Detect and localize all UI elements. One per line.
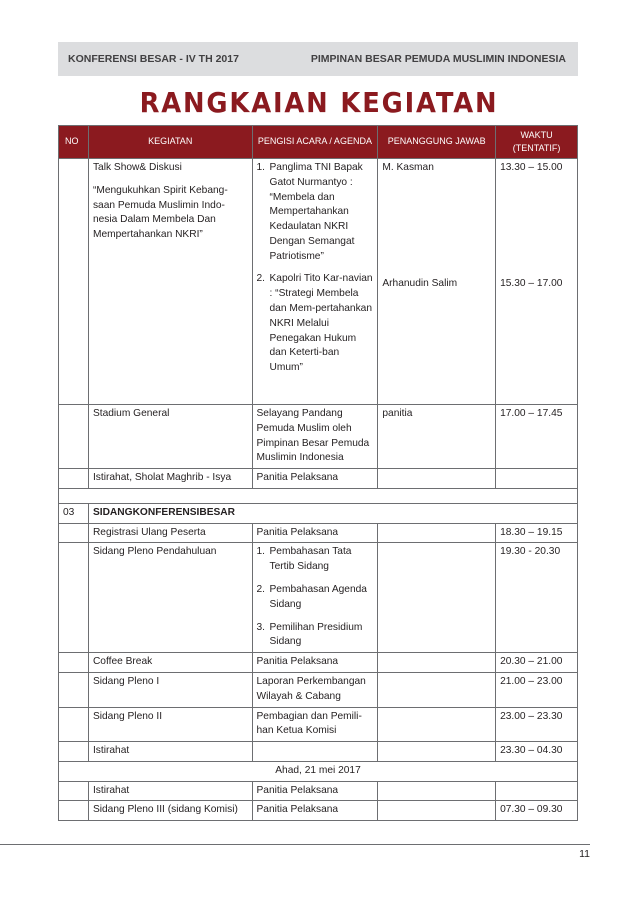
date-row (59, 761, 578, 781)
cell-waktu (496, 159, 578, 405)
cell-kegiatan: Sidang Pleno I (88, 672, 252, 707)
cell-pj (378, 707, 496, 742)
cell-waktu (496, 469, 578, 489)
time-value: 15.30 – 17.00 (500, 278, 563, 289)
schedule-table (58, 125, 578, 821)
cell-kegiatan: Istirahat (88, 781, 252, 801)
section-row (59, 503, 578, 523)
list-text: Pembahasan Tata Tertib Sidang (269, 546, 352, 573)
header-right-text: PIMPINAN BESAR PEMUDA MUSLIMIN INDONESIA (310, 53, 566, 65)
section-title: SIDANGKONFERENSIBESAR (88, 503, 577, 523)
cell-kegiatan (88, 159, 252, 405)
column-header-waktu-line1: WAKTU (520, 129, 553, 140)
spacer-row (59, 488, 578, 503)
table-row (59, 801, 578, 821)
column-header-pengisi: PENGISI ACARA / AGENDA (252, 126, 378, 159)
list-text: Panglima TNI Bapak Gatot Nurmantyo : “Membela dan Mempertahankan Kedaulatan NKRI Dengan Semangat Patriotisme” (269, 162, 363, 262)
cell-kegiatan: Istirahat (88, 742, 252, 762)
date-heading: Ahad, 21 mei 2017 (59, 761, 578, 781)
footer-divider (0, 844, 590, 845)
cell-no (59, 523, 89, 543)
table-row (59, 469, 578, 489)
table-row (59, 543, 578, 653)
speaker-list (257, 161, 374, 376)
column-header-kegiatan: KEGIATAN (88, 126, 252, 159)
cell-pj (378, 653, 496, 673)
cell-no (59, 159, 89, 405)
cell-waktu: 17.00 – 17.45 (496, 405, 578, 469)
cell-waktu: 23.00 – 23.30 (496, 707, 578, 742)
kegiatan-description: “Mengukuhkan Spirit Kebang-saan Pemuda Muslimin Indo-nesia Dalam Membela Dan Mempertahankan NKRI” (92, 184, 228, 241)
list-item (257, 272, 374, 375)
list-item (257, 583, 374, 613)
cell-waktu (496, 781, 578, 801)
list-number: 1. (256, 546, 266, 558)
cell-no: 03 (59, 503, 89, 523)
cell-pengisi (252, 742, 378, 762)
list-item (257, 545, 374, 575)
time-value: 13.30 – 15.00 (500, 162, 563, 173)
table-row (59, 405, 578, 469)
list-item (257, 621, 374, 651)
cell-pengisi: Laporan Perkembangan Wilayah & Cabang (252, 672, 378, 707)
cell-pj: panitia (378, 405, 496, 469)
list-text: Kapolri Tito Kar-navian : “Strategi Membela dan Mem-pertahankan NKRI Melalui Penegakan Hukum dan Keterti-ban Umum” (269, 273, 373, 374)
cell-waktu: 20.30 – 21.00 (496, 653, 578, 673)
cell-pengisi: Selayang Pandang Pemuda Muslim oleh Pimpinan Besar Pemuda Muslimin Indonesia (252, 405, 378, 469)
cell-pengisi: Pembagian dan Pemili-han Ketua Komisi (252, 707, 378, 742)
table-row (59, 523, 578, 543)
table-row (59, 653, 578, 673)
cell-pj (378, 801, 496, 821)
column-header-waktu (496, 126, 578, 159)
cell-pj (378, 781, 496, 801)
column-header-pj: PENANGGUNG JAWAB (378, 126, 496, 159)
cell-waktu: 19.30 - 20.30 (496, 543, 578, 653)
cell-no (59, 707, 89, 742)
table-row (59, 159, 578, 405)
table-row (59, 781, 578, 801)
cell-pj (378, 523, 496, 543)
cell-no (59, 672, 89, 707)
table-row (59, 672, 578, 707)
cell-pj (378, 543, 496, 653)
pj-name: Arhanudin Salim (382, 278, 458, 289)
cell-waktu: 18.30 – 19.15 (496, 523, 578, 543)
list-number: 3. (256, 621, 266, 633)
cell-waktu: 07.30 – 09.30 (496, 801, 578, 821)
cell-no (59, 742, 89, 762)
kegiatan-title: Talk Show& Diskusi (92, 162, 182, 173)
list-number: 1. (256, 162, 266, 173)
table-row (59, 742, 578, 762)
list-number: 2. (256, 273, 266, 285)
running-header (58, 42, 578, 76)
cell-pj (378, 742, 496, 762)
header-left-text: KONFERENSI BESAR - IV TH 2017 (68, 53, 239, 65)
page-number: 11 (579, 848, 590, 860)
cell-waktu: 21.00 – 23.00 (496, 672, 578, 707)
cell-kegiatan: Sidang Pleno III (sidang Komisi) (88, 801, 252, 821)
cell-no (59, 801, 89, 821)
cell-no (59, 405, 89, 469)
cell-kegiatan: Sidang Pleno Pendahuluan (88, 543, 252, 653)
table-row (59, 707, 578, 742)
cell-no (59, 781, 89, 801)
cell-pj (378, 672, 496, 707)
cell-pengisi (252, 543, 378, 653)
cell-pengisi: Panitia Pelaksana (252, 781, 378, 801)
cell-kegiatan: Stadium General (88, 405, 252, 469)
cell-pengisi: Panitia Pelaksana (252, 523, 378, 543)
table-header-row (59, 126, 578, 159)
cell-kegiatan: Registrasi Ulang Peserta (88, 523, 252, 543)
cell-pengisi (252, 159, 378, 405)
list-item (257, 161, 374, 264)
list-text: Pembahasan Agenda Sidang (269, 584, 367, 610)
column-header-waktu-line2: (TENTATIF) (512, 143, 561, 153)
cell-pj (378, 159, 496, 405)
cell-kegiatan: Istirahat, Sholat Maghrib - Isya (88, 469, 252, 489)
cell-no (59, 653, 89, 673)
cell-kegiatan: Coffee Break (88, 653, 252, 673)
cell-pj (378, 469, 496, 489)
list-text: Pemilihan Presidium Sidang (269, 621, 363, 648)
pj-name: M. Kasman (382, 162, 434, 173)
cell-kegiatan: Sidang Pleno II (88, 707, 252, 742)
cell-pengisi: Panitia Pelaksana (252, 469, 378, 489)
cell-no (59, 543, 89, 653)
page-title: RANGKAIAN KEGIATAN (139, 86, 499, 119)
spacer-cell (59, 488, 578, 503)
list-number: 2. (256, 584, 266, 596)
cell-pengisi: Panitia Pelaksana (252, 801, 378, 821)
cell-no (59, 469, 89, 489)
cell-pengisi: Panitia Pelaksana (252, 653, 378, 673)
column-header-no: NO (59, 126, 89, 159)
agenda-list (257, 545, 374, 650)
cell-waktu: 23.30 – 04.30 (496, 742, 578, 762)
